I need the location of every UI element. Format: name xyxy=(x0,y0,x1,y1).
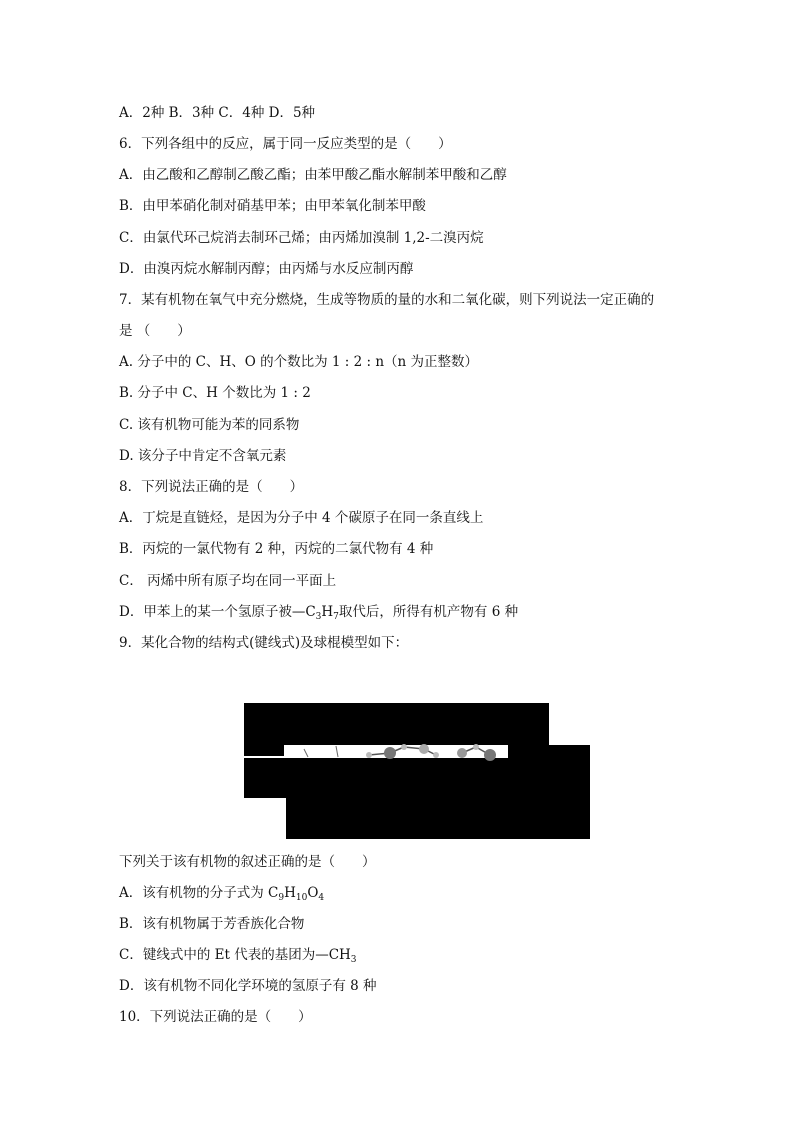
q6-option-b: B．由甲苯硝化制对硝基甲苯；由甲苯氧化制苯甲酸 xyxy=(119,198,426,214)
q9-option-a: A．该有机物的分子式为 $C_9H_{10}O_4$ xyxy=(119,885,325,903)
q7-option-c: C. 该有机物可能为苯的同系物 xyxy=(119,417,300,433)
q9-option-d: D．该有机物不同化学环境的氢原子有 8 种 xyxy=(119,978,377,994)
q9-option-b: B．该有机物属于芳香族化合物 xyxy=(119,916,305,932)
q7-option-a: A. 分子中的 C、H、O 的个数比为 1 : 2 : n（n 为正整数） xyxy=(119,354,478,370)
question-6: 6．下列各组中的反应，属于同一反应类型的是（ ） xyxy=(119,136,452,152)
q8-option-a: A．丁烷是直链烃，是因为分子中 4 个碳原子在同一条直线上 xyxy=(119,510,484,526)
q8-option-b: B．丙烷的一氯代物有 2 种，丙烷的二氯代物有 4 种 xyxy=(119,541,434,557)
q6-option-d: D．由溴丙烷水解制丙醇；由丙烯与水反应制丙醇 xyxy=(119,261,414,277)
question-7: 7．某有机物在氧气中充分燃烧，生成等物质的量的水和二氧化碳，则下列说法一定正确的 xyxy=(119,292,655,308)
q8-option-d: D．甲苯上的某一个氢原子被$—C_3H_7$取代后，所得有机产物有 6 种 xyxy=(119,604,519,622)
ball-stick-model-fragment xyxy=(244,703,590,839)
q6-option-a: A．由乙酸和乙醇制乙酸乙酯；由苯甲酸乙酯水解制苯甲酸和乙醇 xyxy=(119,167,507,183)
q8-option-c: C． 丙烯中所有原子均在同一平面上 xyxy=(119,573,337,589)
question-10: 10．下列说法正确的是（ ） xyxy=(119,1009,312,1025)
options-q5: A．2种 B．3种 C．4种 D．5种 xyxy=(119,105,316,121)
q7-option-b: B. 分子中 C、H 个数比为 1 : 2 xyxy=(119,385,311,401)
question-7-cont: 是 （ ） xyxy=(119,323,191,339)
question-9-stem: 下列关于该有机物的叙述正确的是（ ） xyxy=(119,854,376,870)
q7-option-d: D. 该分子中肯定不含氧元素 xyxy=(119,448,287,464)
structure-figure xyxy=(244,703,590,839)
question-9: 9．某化合物的结构式(键线式)及球棍模型如下： xyxy=(119,635,409,651)
q6-option-c: C．由氯代环己烷消去制环己烯；由丙烯加溴制 1,2-二溴丙烷 xyxy=(119,230,484,246)
q9-option-c: C．键线式中的 Et 代表的基团为$—CH_3$ xyxy=(119,947,357,965)
question-8: 8．下列说法正确的是（ ） xyxy=(119,479,304,495)
